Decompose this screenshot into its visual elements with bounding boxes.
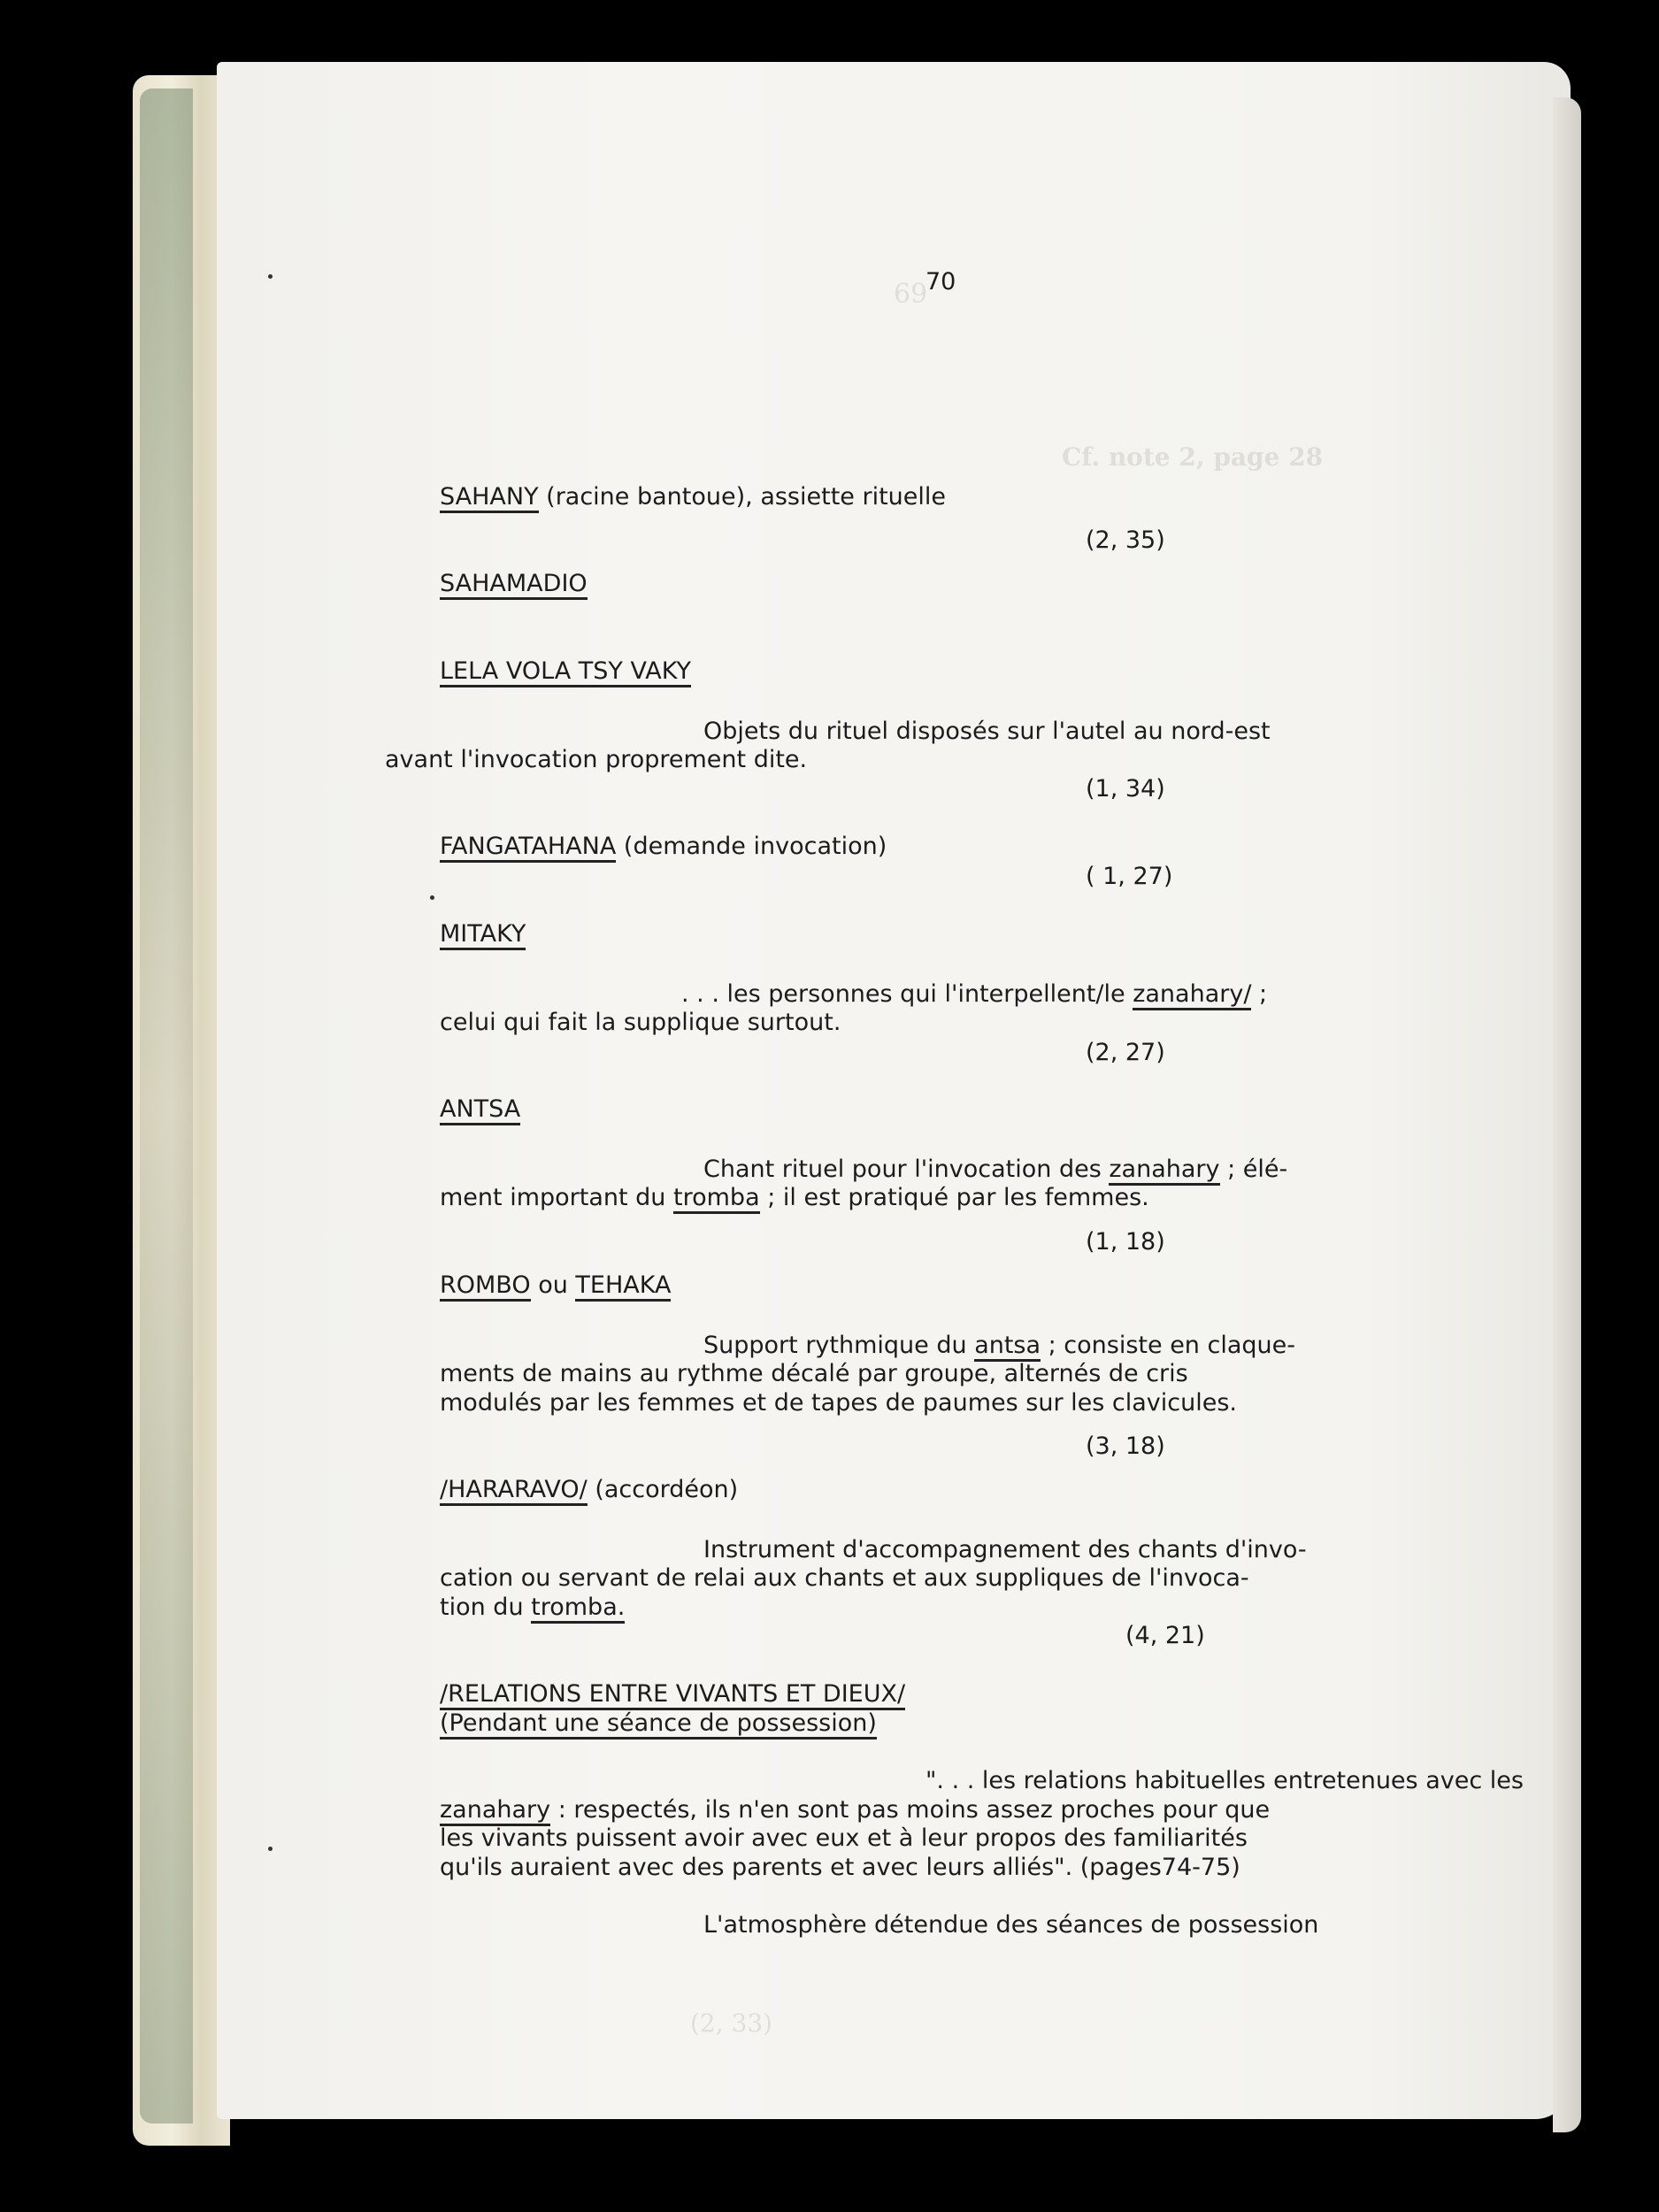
rombo-line-1: Support rythmique du antsa ; consiste en claque-	[703, 1331, 1295, 1362]
reference-rombo: (3, 18)	[1086, 1432, 1165, 1460]
bleed-through-heading: Cf. note 2, page 28	[1062, 442, 1324, 472]
rombo-line-3: modulés par les femmes et de tapes de paumes sur les clavicules.	[440, 1389, 1237, 1417]
bleed-through-reference: (2, 33)	[690, 2008, 773, 2038]
term-lela-vola: LELA VOLA TSY VAKY	[440, 658, 691, 687]
entry-lela-vola-tsy-vaky	[440, 657, 691, 687]
term-antsa: antsa	[974, 1333, 1041, 1362]
heading-relations: /RELATIONS ENTRE VIVANTS ET DIEUX/	[440, 1681, 905, 1710]
page-right-edge	[1553, 97, 1581, 2132]
subheading-possession: (Pendant une séance de possession)	[440, 1710, 877, 1740]
term-zanahary: zanahary	[440, 1797, 550, 1826]
lela-vola-line-2: avant l'invocation proprement dite.	[385, 746, 808, 773]
entry-hararavo	[440, 1475, 738, 1506]
mitaky-line-1: . . . les personnes qui l'interpellent/le zanahary/ ;	[681, 979, 1267, 1010]
entry-rombo-tehaka: ROMBO ou TEHAKA	[440, 1271, 671, 1302]
hararavo-line-2: cation ou servant de relai aux chants et aux suppliques de l'invoca-	[440, 1564, 1249, 1592]
term-zanahary: zanahary	[1109, 1156, 1219, 1186]
term-tehaka: TEHAKA	[575, 1272, 671, 1302]
entry-sahany	[440, 482, 946, 513]
term-hararavo: /HARARAVO/	[440, 1477, 588, 1506]
term-tromba: tromba.	[531, 1594, 625, 1624]
quote-line-4: qu'ils auraient avec des parents et avec leurs alliés". (pages74-75)	[440, 1854, 1240, 1881]
book-edge-tint	[140, 88, 193, 2124]
reference-hararavo: (4, 21)	[1125, 1622, 1205, 1649]
quote-line-1: ". . . les relations habituelles entretenues avec les	[926, 1767, 1524, 1794]
term-mitaky: MITAKY	[440, 921, 526, 950]
quote-line-3: les vivants puissent avoir avec eux et à leur propos des familiarités	[440, 1824, 1248, 1852]
speck-mark	[430, 895, 434, 900]
term-rombo: ROMBO	[440, 1272, 531, 1302]
antsa-line-1: Chant rituel pour l'invocation des zanahary ; élé-	[703, 1155, 1287, 1186]
term-antsa: ANTSA	[440, 1096, 520, 1125]
reference-sahany: (2, 35)	[1086, 526, 1165, 554]
mitaky-line-2: celui qui fait la supplique surtout.	[440, 1009, 841, 1036]
hararavo-description: (accordéon)	[587, 1476, 739, 1503]
lela-vola-line-1: Objets du rituel disposés sur l'autel au nord-est	[703, 718, 1271, 745]
fangatahana-description: (demande invocation)	[616, 833, 887, 860]
term-sahany: SAHANY	[440, 484, 539, 513]
speck-mark	[268, 1847, 273, 1851]
section-heading-relations	[440, 1679, 905, 1710]
antsa-line-2: ment important du tromba ; il est pratiqué par les femmes.	[440, 1183, 1149, 1214]
page-number: 70	[926, 268, 956, 296]
reference-mitaky: (2, 27)	[1086, 1039, 1165, 1066]
entry-antsa	[440, 1094, 520, 1125]
term-fangatahana: FANGATAHANA	[440, 833, 616, 863]
term-zanahary: zanahary/	[1133, 981, 1251, 1010]
entry-mitaky	[440, 919, 526, 950]
reference-fangatahana: ( 1, 27)	[1086, 863, 1173, 890]
entry-fangatahana	[440, 832, 887, 863]
bleed-through-page-number: 69	[894, 279, 928, 310]
section-subheading	[440, 1709, 877, 1740]
rombo-line-2: ments de mains au rythme décalé par groupe, alternés de cris	[440, 1360, 1188, 1387]
term-sahamadio: SAHAMADIO	[440, 571, 588, 600]
entry-sahamadio	[440, 569, 588, 600]
reference-lela-vola: (1, 34)	[1086, 775, 1165, 803]
quote-line-2: zanahary : respectés, ils n'en sont pas moins assez proches pour que	[440, 1795, 1270, 1826]
paragraph-start: L'atmosphère détendue des séances de possession	[703, 1911, 1319, 1939]
reference-antsa: (1, 18)	[1086, 1228, 1165, 1256]
speck-mark	[268, 274, 273, 279]
term-tromba: tromba	[673, 1185, 760, 1214]
hararavo-line-3: tion du tromba.	[440, 1593, 625, 1624]
sahany-description: (racine bantoue), assiette rituelle	[538, 483, 947, 511]
hararavo-line-1: Instrument d'accompagnement des chants d'invo-	[703, 1536, 1307, 1563]
